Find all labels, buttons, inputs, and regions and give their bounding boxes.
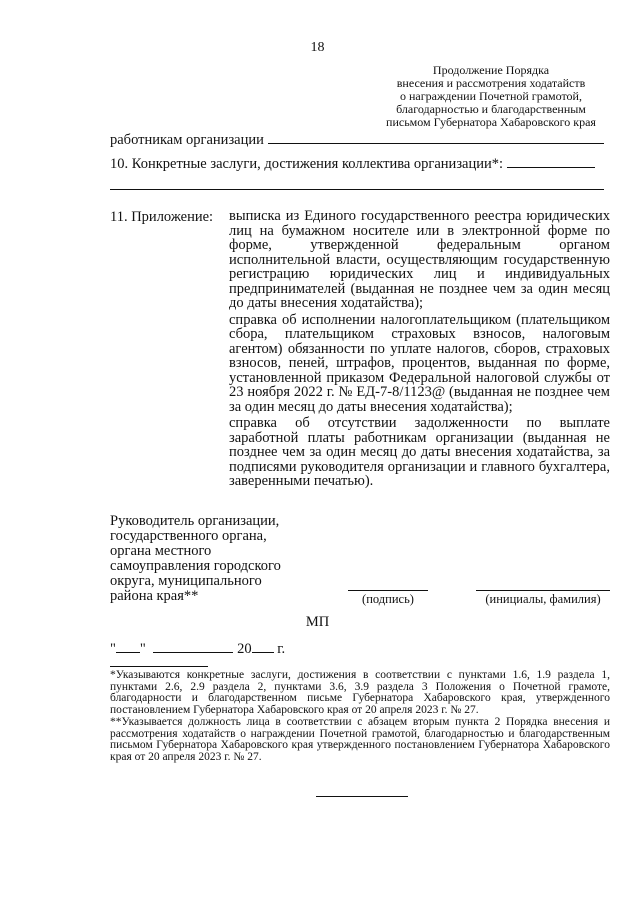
head-line: самоуправления городского (110, 558, 281, 574)
date-quote-close: " (139, 641, 146, 657)
merits-continuation-line (110, 189, 604, 190)
head-line: государственного органа, (110, 528, 267, 544)
year-suffix: г. (277, 641, 286, 657)
page-number: 18 (310, 40, 325, 55)
workers-label: работникам организации (110, 132, 264, 148)
footnote-separator (110, 666, 208, 667)
header-line: благодарностью и благодарственным (396, 102, 586, 116)
head-line: Руководитель организации, (110, 513, 280, 529)
signature-line (348, 590, 428, 591)
footnote: *Указываются конкретные заслуги, достижения в соответствии с пунктами 1.6, 1.9 раздела 1, пунктами 2.6, 2.9 раздела 2, пунктами 3.6, 3.9 раздела 3 Положения о Почетной грамоте, благодарности и благодарственном письме Губернатора Хабаровского края, утвержденного постановлением Губернатора Хабаровского края от 20 апреля 2023 г. № 27. (110, 669, 610, 716)
year-blank (252, 640, 274, 653)
attachment-item: выписка из Единого государственного реестра юридических лиц на бумажном носителе или в электронной форме по форме, утвержденной федеральным органом исполнительной власти, осуществляющим государственную регистрацию юридических лиц и индивидуальных предпринимателей (выданная не позднее чем за один месяц до даты внесения ходатайства); (229, 208, 610, 311)
footnote: **Указывается должность лица в соответствии с абзацем вторым пункта 2 Порядка внесения и рассмотрения ходатайств о награждении Почетной грамотой, благодарностью и благодарственным письмом Губернатора Хабаровского края утвержденного постановлением Губернатора Хабаровского края от 20 апреля 2023 г. № 27. (110, 716, 610, 763)
month-blank (153, 640, 233, 653)
header-line: Продолжение Порядка (432, 63, 550, 77)
day-blank (116, 640, 140, 653)
date-field (110, 640, 285, 658)
end-of-document-line (316, 796, 408, 797)
merits-label: 10. Конкретные заслуги, достижения коллектива организации*: (110, 156, 504, 172)
initials-label: (инициалы, фамилия) (485, 592, 601, 606)
stamp-place-label: МП (305, 614, 330, 630)
attachment-item: справка об отсутствии задолженности по выплате заработной платы работникам организации (выданная не позднее чем за один месяц до даты внесения ходатайства, за подписями руководителя организации и главного бухгалтера, заверенными печатью). (229, 415, 610, 489)
document-header (371, 64, 611, 129)
attachment-item: справка об исполнении налогоплательщиком (плательщиком сбора, плательщиком страховых взносов, налоговым агентом) обязанности по уплате налогов, сборов, страховых взносов, пеней, штрафов, процентов, выданная по форме, установленной приказом Федеральной налоговой службы от 23 ноября 2022 г. № ЕД-7-8/1123@ (выданная не позднее чем за один месяц до даты внесения ходатайства); (229, 311, 610, 415)
workers-field (110, 131, 604, 149)
header-line: письмом Губернатора Хабаровского края (386, 115, 596, 129)
header-line: о награждении Почетной грамотой, (400, 89, 582, 103)
head-line: округа, муниципального (110, 573, 262, 589)
workers-blank (268, 131, 604, 144)
signature-label: (подпись) (362, 592, 414, 606)
head-line: района края** (110, 588, 199, 604)
merits-field (110, 155, 595, 173)
merits-blank (507, 155, 595, 168)
attachment-label: 11. Приложение: (110, 209, 214, 225)
attachment-list (229, 209, 610, 491)
initials-line (476, 590, 610, 591)
head-of-organization-block (110, 514, 310, 604)
header-line: внесения и рассмотрения ходатайств (396, 76, 586, 90)
footnotes (110, 670, 610, 764)
date-quote-open: " (110, 641, 116, 657)
year-prefix: 20 (237, 641, 252, 657)
head-line: органа местного (110, 543, 212, 559)
